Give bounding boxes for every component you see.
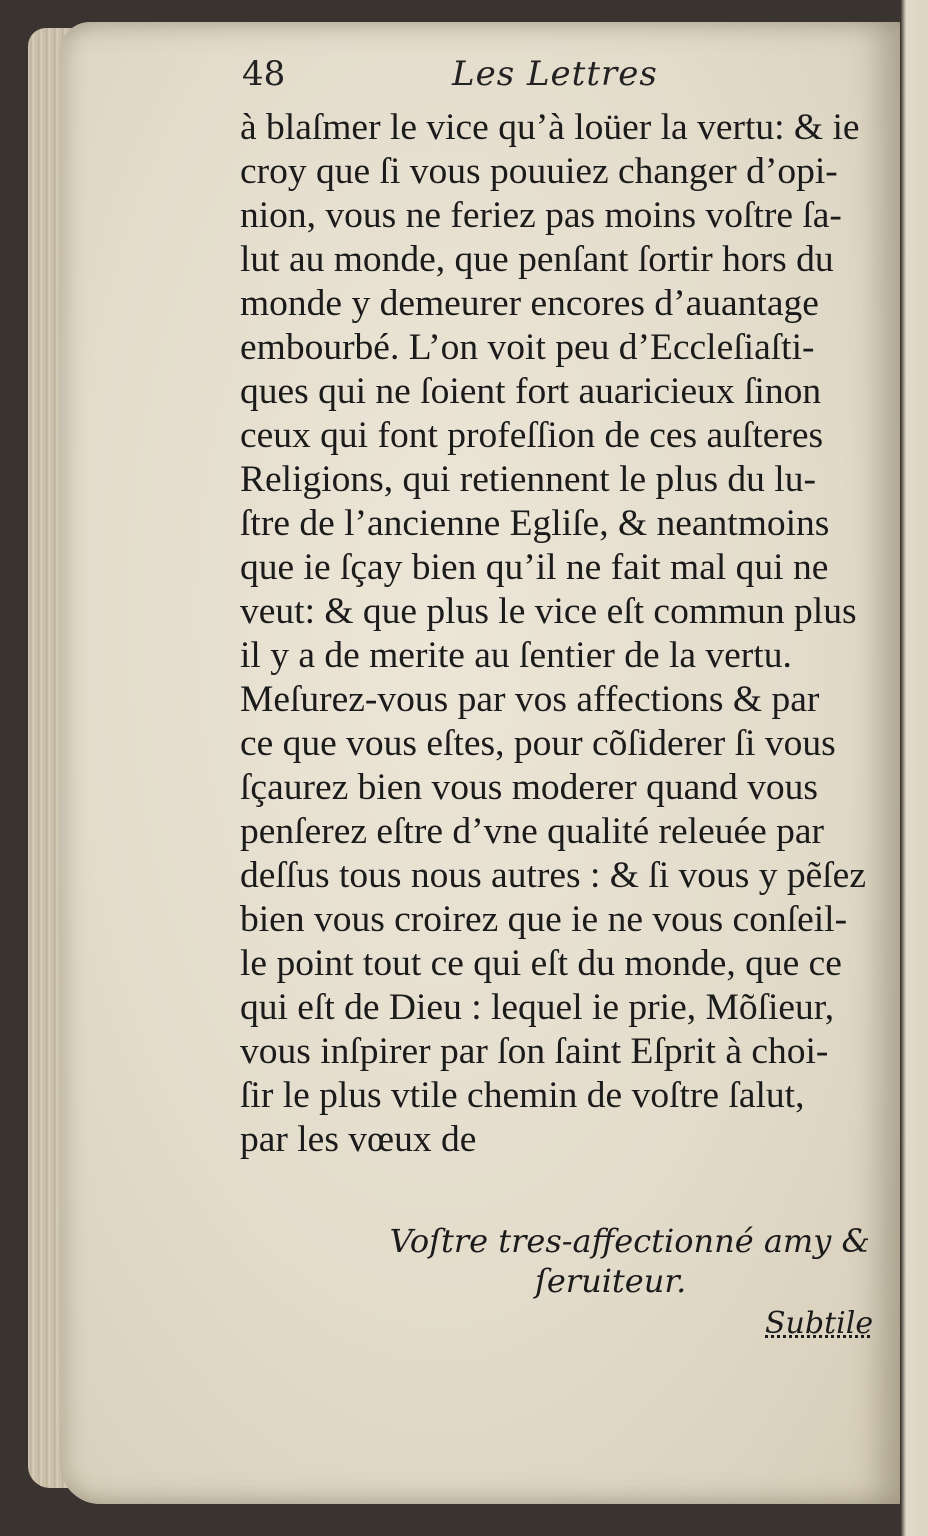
page-header <box>240 48 880 100</box>
closing-line: Voſtre tres-affectionné amy & <box>389 1222 870 1260</box>
text-line: il y a de merite au ſentier de la vertu. <box>240 635 792 676</box>
text-line: deſſus tous nous autres : & ſi vous y pẽſez <box>240 855 866 896</box>
text-line: ceux qui font profeſſion de ces auſteres <box>240 415 824 456</box>
text-line: qui eſt de Dieu : lequel ie prie, Mõſieur, <box>240 987 835 1028</box>
text-line: Religions, qui retiennent le plus du lu- <box>240 459 816 500</box>
text-line: croy que ſi vous pouuiez changer d’opi- <box>240 151 838 192</box>
text-line: par les vœux de <box>240 1119 477 1160</box>
closing-line: ſeruiteur. <box>535 1262 687 1300</box>
facing-page-edge <box>900 0 928 1536</box>
text-line: bien vous croirez que ie ne vous conſeil- <box>240 899 848 940</box>
text-line: le point tout ce qui eſt du monde, que ce <box>240 943 842 984</box>
text-line: vous inſpirer par ſon ſaint Eſprit à choi- <box>240 1031 829 1072</box>
text-line: à blaſmer le vice qu’à loüer la vertu: & ie <box>240 107 860 148</box>
page-number: 48 <box>242 54 286 94</box>
text-line: lut au monde, que penſant ſortir hors du <box>240 239 834 280</box>
text-line: embourbé. L’on voit peu d’Eccleſiaſti- <box>240 327 815 368</box>
signature: Subtile <box>765 1306 874 1341</box>
text-line: ques qui ne ſoient fort auaricieux ſinon <box>240 371 822 412</box>
letter-body <box>240 106 880 1162</box>
text-line: penſerez eſtre d’vne qualité releuée par <box>240 811 825 852</box>
running-head: Les Lettres <box>452 54 658 94</box>
text-line: Meſurez-vous par vos affections & par <box>240 679 820 720</box>
text-line: monde y demeurer encores d’auantage <box>240 283 819 324</box>
text-line: ſçaurez bien vous moderer quand vous <box>240 767 818 808</box>
text-line: nion, vous ne feriez pas moins voſtre ſa- <box>240 195 842 236</box>
text-line: veut: & que plus le vice eſt commun plus <box>240 591 857 632</box>
text-line: ſtre de l’ancienne Egliſe, & neantmoins <box>240 503 830 544</box>
text-line: ce que vous eſtes, pour cõſiderer ſi vous <box>240 723 836 764</box>
text-line: ſir le plus vtile chemin de voſtre ſalut, <box>240 1075 805 1116</box>
text-line: que ie ſçay bien qu’il ne fait mal qui ne <box>240 547 829 588</box>
